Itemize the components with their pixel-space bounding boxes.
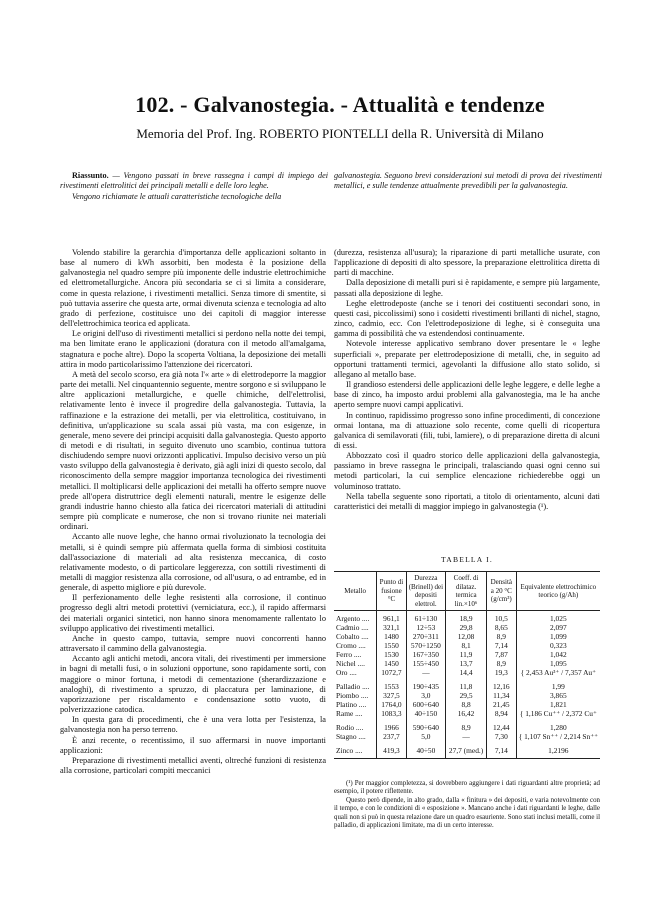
body-paragraph: Preparazione di rivestimenti metallici aventi, oltreché funzioni di resistenza alla corrosione, particolari compiti meccanici	[60, 755, 326, 775]
value-cell: 1450	[377, 659, 406, 668]
value-cell: 7,14	[486, 641, 516, 650]
right-column	[334, 248, 600, 512]
metal-name-cell: Rodio ....	[336, 723, 364, 733]
value-cell: 7,14	[486, 741, 516, 759]
value-cell: 155÷450	[406, 659, 446, 668]
value-cell: 40÷150	[406, 709, 446, 718]
value-cell: —	[446, 732, 487, 741]
value-cell: 12÷53	[406, 623, 446, 632]
body-paragraph: Abbozzato così il quadro storico delle applicazioni della galvanostegia, passiamo in breve rassegna le principali, tralasciando quasi ogni cenno sui metodi particolari, la cui semplice elencazione richiederebbe oggi un voluminoso trattato.	[334, 451, 600, 491]
table-row	[334, 659, 600, 668]
body-paragraph: In questa gara di procedimenti, che è una vera lotta per l'esistenza, la galvanostegia non ha perso terreno.	[60, 715, 326, 735]
value-cell: 1,025	[516, 611, 600, 624]
body-paragraph: Accanto alle nuove leghe, che hanno ormai rivoluzionato la tecnologia dei metalli, si è quindi sempre più affermata quella forma di simbiosi costituita dall'associazione di materiali ad alta resistenza meccanica, di costo relativamente modesto, o di particolare leggerezza, con sottili rivestimenti di metalli di maggior resistenza alla corrosione, od all'usura, o ad entrambe, ed in generale, di aspetto migliore e più durevole.	[60, 532, 326, 593]
left-column	[60, 248, 326, 776]
value-cell: 8,9	[486, 632, 516, 641]
value-cell: 11,34	[486, 691, 516, 700]
value-cell: 961,1	[377, 611, 406, 624]
body-paragraph: Dalla deposizione di metalli puri si è rapidamente, e sempre più largamente, passati alla deposizione di leghe.	[334, 278, 600, 298]
value-cell: 12,16	[486, 677, 516, 691]
body-paragraph: A metà del secolo scorso, era già nota l'« arte » di elettrodeporre la maggior parte dei metalli. Nel cinquantennio seguente, mentre sorgono e si sviluppano le altre applicazioni metallurgiche, e quelle chimiche, dell'elettrolisi, relativamente lento è invece il progredire della galvanostegia. Tuttavia, la raffinazione e la estrazione dei metalli, per via elettrolitica, costituivano, in definitiva, un'applicazione su scala assai più vasta, ma con esigenze, in generale, meno severe dei principi acquisiti dalla galvanostegia. Questo apporto di metodi e di risultati, in seguito divenuto uno scambio, continua tuttora dischiudendo sempre nuovi orizzonti applicativi. Impulso decisivo verso un più vasto sviluppo della galvanostegia è derivato, già agli inizi di questo secolo, dal riconoscimento della sempre maggior importanza tecnologica dei rivestimenti metallici. Il moltiplicarsi delle applicazioni dei metalli ha offerto sempre nuove prede all'opera distruttrice degli elementi naturali, mentre le esigenze delle grandi industrie hanno chiesto alla fatica dei ricercatori materiali di attitudini sempre più complicate e numerose, che non si trovano riunite nei materiali ordinari.	[60, 369, 326, 532]
metals-table	[334, 571, 600, 759]
footnote: (¹) Per maggior completezza, si dovrebbero aggiungere i dati riguardanti altre proprietà; ad esempio, il potere riflettente.	[334, 780, 600, 796]
value-cell: 1764,0	[377, 700, 406, 709]
value-cell: 590÷640	[406, 718, 446, 732]
value-cell: { 1,186 Cu⁺⁺ / 2,372 Cu⁺	[516, 709, 600, 718]
table-row	[334, 691, 600, 700]
body-paragraph: Anche in questo campo, tuttavia, sempre nuovi concorrenti hanno attraversato il cammino della galvanostegia.	[60, 633, 326, 654]
table-row	[334, 677, 600, 691]
value-cell: 10,5	[486, 611, 516, 624]
value-cell: 1,2196	[516, 741, 600, 759]
value-cell: 8,9	[446, 718, 487, 732]
table-row	[334, 668, 600, 677]
table-row	[334, 700, 600, 709]
body-paragraph: In continuo, rapidissimo progresso sono infine procedimenti, di concezione ormai lontana, ma di attuazione solo recente, come quelli di ricopertura galvanica di semilavorati (fili, tubi, lamiere), o di preparazione diretta di alcuni di essi.	[334, 410, 600, 450]
col-header: Densità a 20 °C (g/cm³)	[486, 572, 516, 611]
metal-name-cell: Rame ....	[336, 709, 363, 719]
metal-name-cell: Nichel ....	[336, 659, 365, 669]
value-cell: 167÷350	[406, 650, 446, 659]
value-cell: 190÷435	[406, 677, 446, 691]
value-cell: 1550	[377, 641, 406, 650]
value-cell: 2,097	[516, 623, 600, 632]
value-cell: 7,30	[486, 732, 516, 741]
table-caption: TABELLA I.	[441, 555, 493, 564]
value-cell: 419,3	[377, 741, 406, 759]
value-cell: 27,7 (med.)	[446, 741, 487, 759]
value-cell: 8,94	[486, 709, 516, 718]
value-cell: 14,4	[446, 668, 487, 677]
metal-name-cell: Platino ....	[336, 700, 367, 710]
body-paragraph: Le origini dell'uso di rivestimenti metallici si perdono nella notte dei tempi, ma ben limitate erano le applicazioni (doratura con il metodo all'amalgama, stagnatura e poche altre). Dopo la scoperta Voltiana, la deposizione dei metalli attira in modo particolarissimo l'attenzione dei ricercatori.	[60, 329, 326, 369]
body-paragraph: Volendo stabilire la gerarchia d'importanza delle applicazioni soltanto in base al numero di kWh assorbiti, ben modesta è la posizione della galvanostegia nel quadro sempre più imponente delle industrie elettrochimiche ed elettrometallurgiche. Ancora più secondaria se ci si limita a considerare, come in questa relazione, i rivestimenti metallici. Senza timore di smentite, si può tuttavia asserire che questa arte, ormai divenuta scienza e tecnologia ad alto grado di perfezione, costituisce uno dei capitoli di maggior interesse dell'elettrochimica teorica ed applicata.	[60, 248, 326, 329]
table-row	[334, 641, 600, 650]
abstract-label: Riassunto.	[72, 171, 109, 180]
value-cell: 40÷50	[406, 741, 446, 759]
col-header: Durezza (Brinell) dei depositi elettrol.	[406, 572, 446, 611]
value-cell: 570÷1250	[406, 641, 446, 650]
value-cell: 1,280	[516, 718, 600, 732]
col-header: Punto di fusione °C	[377, 572, 406, 611]
table-row	[334, 718, 600, 732]
value-cell: 8,8	[446, 700, 487, 709]
value-cell: 1,99	[516, 677, 600, 691]
value-cell: 21,45	[486, 700, 516, 709]
value-cell: 19,3	[486, 668, 516, 677]
value-cell: 1072,7	[377, 668, 406, 677]
value-cell: 1,095	[516, 659, 600, 668]
value-cell: { 2,453 Au³⁺ / 7,357 Au⁺	[516, 668, 600, 677]
value-cell: 321,1	[377, 623, 406, 632]
table-row	[334, 709, 600, 718]
metal-name-cell: Argento ....	[336, 614, 370, 624]
metal-name-cell: Ferro ....	[336, 650, 362, 660]
value-cell: 237,7	[377, 732, 406, 741]
body-paragraph: Notevole interesse applicativo sembrano dover presentare le « leghe superficiali », preparate per elettrodeposizione di metalli, che, in seguito ad opportuni trattamenti termici, agevolanti la diffusione allo stato solido, si allegano al metallo base.	[334, 339, 600, 379]
table-row	[334, 741, 600, 759]
metal-name-cell: Cadmio ....	[336, 623, 369, 633]
value-cell: 61÷130	[406, 611, 446, 624]
table-row	[334, 611, 600, 624]
table-row	[334, 632, 600, 641]
metal-name-cell: Stagno ....	[336, 732, 366, 742]
table-row	[334, 650, 600, 659]
abstract-right	[334, 171, 602, 192]
body-paragraph: È anzi recente, o recentissimo, il suo affermarsi in nuove importanti applicazioni:	[60, 735, 326, 755]
value-cell: 1,042	[516, 650, 600, 659]
table-row	[334, 623, 600, 632]
value-cell: —	[406, 668, 446, 677]
value-cell: 8,1	[446, 641, 487, 650]
value-cell: 11,8	[446, 677, 487, 691]
footnotes	[334, 780, 600, 830]
value-cell: 13,7	[446, 659, 487, 668]
metal-name-cell: Palladio ....	[336, 682, 370, 692]
metal-name-cell: Zinco ....	[334, 741, 377, 759]
value-cell: 0,323	[516, 641, 600, 650]
body-paragraph: Nella tabella seguente sono riportati, a titolo di orientamento, alcuni dati caratteristici dei metalli di maggior impiego in galvanostegia (¹).	[334, 491, 600, 511]
abstract-text: — Vengono passati in breve rassegna i campi di impiego dei rivestimenti elettrolitici dei principali metalli e delle loro leghe.	[60, 171, 329, 191]
value-cell: 1480	[377, 632, 406, 641]
value-cell: 16,42	[446, 709, 487, 718]
value-cell: 8,65	[486, 623, 516, 632]
value-cell: 270÷311	[406, 632, 446, 641]
value-cell: 11,9	[446, 650, 487, 659]
value-cell: 1530	[377, 650, 406, 659]
body-paragraph: Accanto agli antichi metodi, ancora vitali, dei rivestimenti per immersione in bagni di metalli fusi, o in soluzioni opportune, sono rapidamente sorti, con maggiore o minor fortuna, i metodi di cementazione (sherardizzazione e analoghi), di rivestimento a spruzzo, di placcatura per laminazione, di vaporizzazione per riscaldamento e condensazione sotto vuoto, di polverizzazione catodica.	[60, 654, 326, 715]
table-row	[334, 732, 600, 741]
value-cell: 29,5	[446, 691, 487, 700]
abstract-text: galvanostegia. Seguono brevi considerazioni sui metodi di prova dei rivestimenti metallici, e sulle tendenze attualmente prevedibili per la galvanostegia.	[334, 171, 602, 191]
value-cell: 327,5	[377, 691, 406, 700]
table-header-row	[334, 572, 600, 611]
author-line: Memoria del Prof. Ing. ROBERTO PIONTELLI della R. Università di Milano	[136, 126, 544, 141]
value-cell: 3,0	[406, 691, 446, 700]
value-cell: 3,865	[516, 691, 600, 700]
value-cell: { 1,107 Sn⁺⁺ / 2,214 Sn⁺⁺	[516, 732, 600, 741]
body-paragraph: Il grandioso estendersi delle applicazioni delle leghe leggere, e delle leghe a base di zinco, ha imposto ardui problemi alla galvanostegia, ma le ha anche aperto sempre nuovi campi applicativi.	[334, 380, 600, 410]
value-cell: 7,87	[486, 650, 516, 659]
value-cell: 1553	[377, 677, 406, 691]
footnote: Questo però dipende, in alto grado, dalla « finitura » dei depositi, e varia notevolmente con il tempo, e con le condizioni di « esposizione ». Mancano anche i dati riguardanti le leghe, dalle quali non si può in questa relazione dare un quadro esauriente. Sono stati inclusi metalli, come il palladio, di applicazioni limitate, ma di un certo interesse.	[334, 796, 600, 830]
value-cell: 1083,3	[377, 709, 406, 718]
value-cell: 12,44	[486, 718, 516, 732]
metal-name-cell: Oro ....	[336, 668, 357, 678]
value-cell: 1,099	[516, 632, 600, 641]
metal-name-cell: Cromo ....	[336, 641, 366, 651]
col-header: Equivalente elettrochimico teorico (g/Ah)	[516, 572, 600, 611]
metal-name-cell: Piombo ....	[336, 691, 369, 701]
abstract-left	[60, 171, 328, 202]
col-header: Metallo	[334, 572, 377, 611]
value-cell: 600÷640	[406, 700, 446, 709]
abstract-text: Vengono richiamate le attuali caratteristiche tecnologiche della	[72, 191, 282, 201]
value-cell: 12,08	[446, 632, 487, 641]
body-paragraph: Il perfezionamento delle leghe resistenti alla corrosione, il continuo progresso degli altri metodi protettivi (verniciatura, ecc.), il rapido affermarsi dei materiali organici sintetici, non hanno sinora menomamente rallentato lo sviluppo applicativo dei rivestimenti metallici.	[60, 593, 326, 633]
col-header: Coeff. di dilataz. termica lin.×10⁶	[446, 572, 487, 611]
value-cell: 8,9	[486, 659, 516, 668]
body-paragraph: Leghe elettrodeposte (anche se i tenori dei costituenti secondari sono, in questi casi, piccolissimi) sono i cosidetti rivestimenti brillanti di nichel, stagno, zinco, cadmio, ecc. Con l'elettrodeposizione di leghe, si è conseguita una gamma di possibilità che va estendendosi continuamente.	[334, 298, 600, 339]
value-cell: 18,9	[446, 611, 487, 624]
metal-name-cell: Cobalto ....	[336, 632, 369, 642]
value-cell: 29,8	[446, 623, 487, 632]
value-cell: 1,821	[516, 700, 600, 709]
paper-title: 102. - Galvanostegia. - Attualità e tendenze	[135, 92, 545, 117]
value-cell: 5,0	[406, 732, 446, 741]
body-paragraph: (durezza, resistenza all'usura); la riparazione di parti metalliche usurate, con l'applicazione di depositi di alto spessore, la preparazione elettrolitica diretta di parti di macchine.	[334, 248, 600, 278]
value-cell: 1966	[377, 718, 406, 732]
